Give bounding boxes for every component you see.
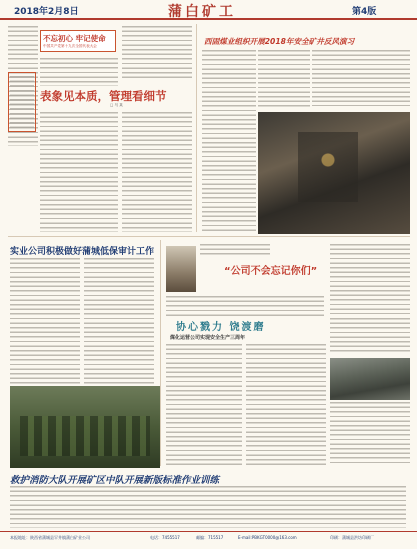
article-text: [122, 26, 192, 78]
edition-number: 第4版: [352, 7, 377, 17]
article-6-title: 煤化运营公司实现安全生产三周年: [170, 335, 246, 341]
section-divider: [8, 236, 410, 237]
article-7-body: [10, 486, 406, 528]
article-2-title: 西固煤业组织开展2018年安全矿井反风演习: [204, 37, 355, 46]
article-4-title: “公司不会忘记你们”: [224, 266, 318, 277]
article-2-photo: [258, 112, 410, 234]
footer-zip: 邮编：715517: [196, 535, 224, 540]
article-1-byline: □ 马 某: [110, 103, 123, 107]
footer-email: E-mail:PBKGT0000@163.com: [238, 535, 297, 540]
sidebar-text: [10, 76, 34, 128]
article-7-title: 救护消防大队开展矿区中队开展新版标准作业训练: [10, 475, 220, 486]
slogan-sub: 中国共产党第十九次全国代表大会: [43, 44, 97, 48]
article-3-title: 实业公司积极做好蒲城低保审计工作: [10, 247, 155, 257]
right-photo: [330, 358, 410, 400]
masthead: 蒲白矿工: [168, 4, 236, 20]
article-text: [246, 344, 326, 466]
article-1-title: 表象见本质，管理看细节: [40, 89, 167, 103]
article-text: [258, 50, 310, 110]
article-4-photo: [166, 246, 196, 292]
footer-printer: 印刷：蒲城县洪坊印刷厂: [330, 535, 374, 540]
slogan-main: 不忘初心 牢记使命: [43, 34, 106, 43]
footer-phone: 电话：7455517: [150, 535, 180, 540]
article-text: [200, 244, 270, 256]
article-text: [40, 58, 118, 86]
article-6-body: [166, 344, 242, 466]
article-text: [330, 402, 410, 466]
column-divider: [196, 24, 197, 232]
article-1-body: [40, 112, 118, 232]
article-text: [312, 50, 410, 106]
article-2-body: [202, 50, 256, 234]
training-photo: [10, 386, 160, 468]
column-divider: [160, 240, 161, 466]
page-footer: [0, 531, 417, 545]
article-text: [122, 112, 192, 232]
article-text: [330, 244, 410, 314]
article-text: [330, 318, 410, 354]
footer-address: 本报地址：陕西省蒲城县罕井镇蒲白矿业公司: [10, 535, 90, 540]
article-5-title: 协心戮力 饶渡磨: [176, 322, 266, 333]
issue-date: 2018年2月8日: [14, 7, 79, 17]
article-4-body: [166, 296, 324, 316]
